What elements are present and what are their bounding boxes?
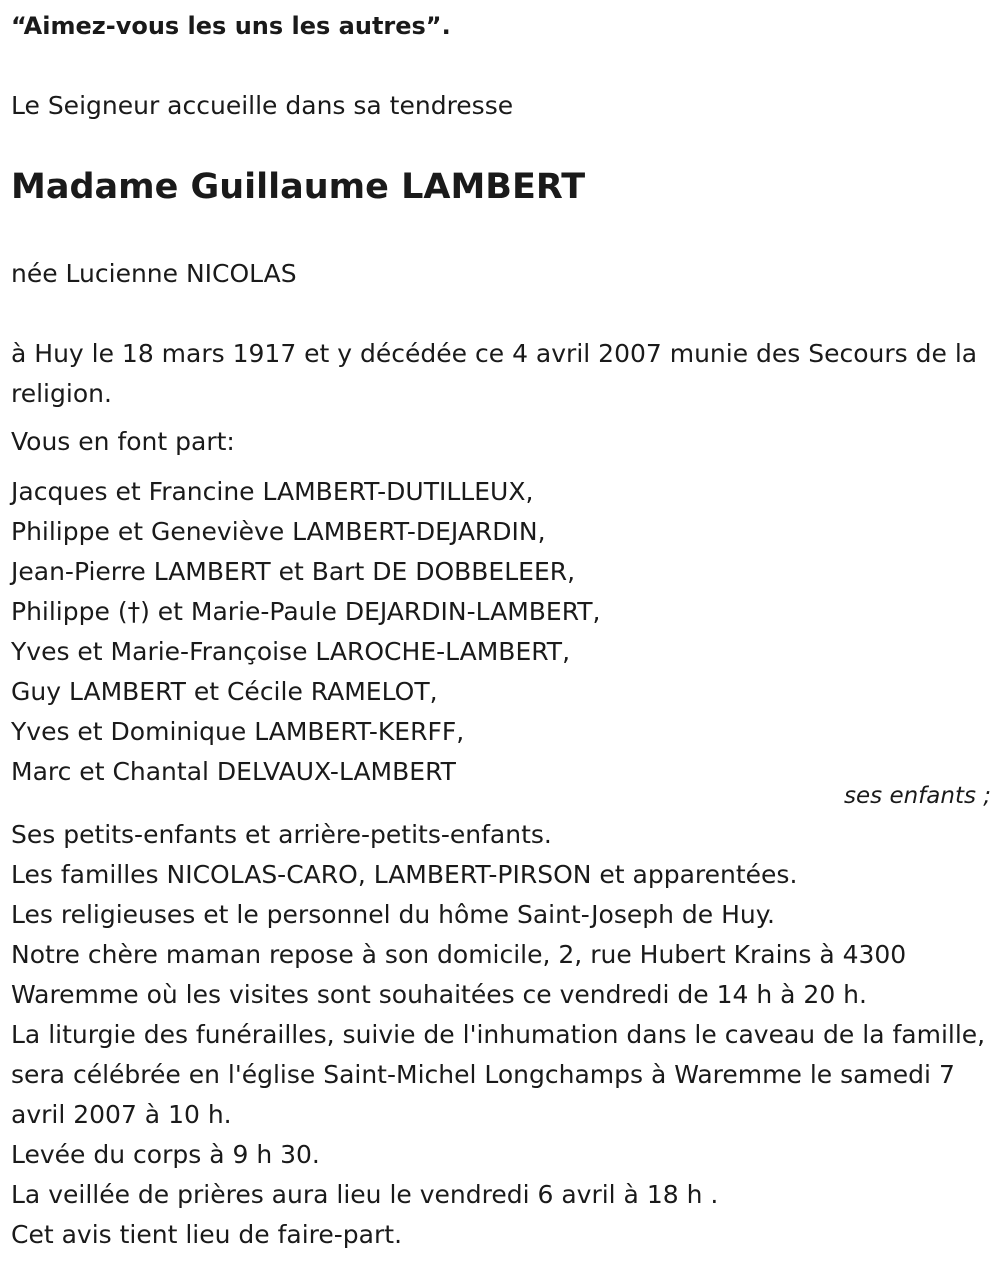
intro-text: Le Seigneur accueille dans sa tendresse [11, 91, 514, 120]
paragraph: La veillée de prières aura lieu le vendredi 6 avril à 18 h . [11, 1180, 719, 1209]
children-list [11, 472, 601, 792]
list-item: Philippe (†) et Marie-Paule DEJARDIN-LAMBERT, [11, 597, 601, 626]
paragraph: Cet avis tient lieu de faire-part. [11, 1220, 403, 1249]
list-item: Yves et Dominique LAMBERT-KERFF, [11, 717, 465, 746]
list-item: Philippe et Geneviève LAMBERT-DEJARDIN, [11, 517, 546, 546]
paragraph: Ses petits-enfants et arrière-petits-enfants. [11, 820, 552, 849]
maiden-name: née Lucienne NICOLAS [11, 259, 297, 288]
children-role-label: ses enfants ; [844, 783, 991, 809]
list-item: Guy LAMBERT et Cécile RAMELOT, [11, 677, 438, 706]
paragraph: Les familles NICOLAS-CARO, LAMBERT-PIRSON et apparentées. [11, 860, 798, 889]
list-item: Jacques et Francine LAMBERT-DUTILLEUX, [11, 477, 534, 506]
list-item: Yves et Marie-Françoise LAROCHE-LAMBERT, [11, 637, 571, 666]
deceased-name: Madame Guillaume LAMBERT [11, 167, 586, 207]
announcement-text: Vous en font part: [11, 427, 235, 456]
paragraph: Les religieuses et le personnel du hôme Saint-Joseph de Huy. [11, 900, 775, 929]
birth-death-text: à Huy le 18 mars 1917 et y décédée ce 4 avril 2007 munie des Secours de la religion. [11, 339, 978, 408]
paragraph: Levée du corps à 9 h 30. [11, 1140, 320, 1169]
epigraph-quote: “Aimez-vous les uns les autres”. [11, 12, 451, 40]
list-item: Jean-Pierre LAMBERT et Bart DE DOBBELEER, [11, 557, 576, 586]
list-item: Marc et Chantal DELVAUX-LAMBERT [11, 757, 456, 786]
paragraph: La liturgie des funérailles, suivie de l'inhumation dans le caveau de la famille, sera célébrée en l'église Saint-Michel Longchamps à Waremme le samedi 7 avril 2007 à 10 h. [11, 1020, 986, 1129]
paragraph: Notre chère maman repose à son domicile, 2, rue Hubert Krains à 4300 Waremme où les visites sont souhaitées ce vendredi de 14 h à 20 h. [11, 940, 907, 1009]
notice-paragraphs [11, 815, 996, 1255]
